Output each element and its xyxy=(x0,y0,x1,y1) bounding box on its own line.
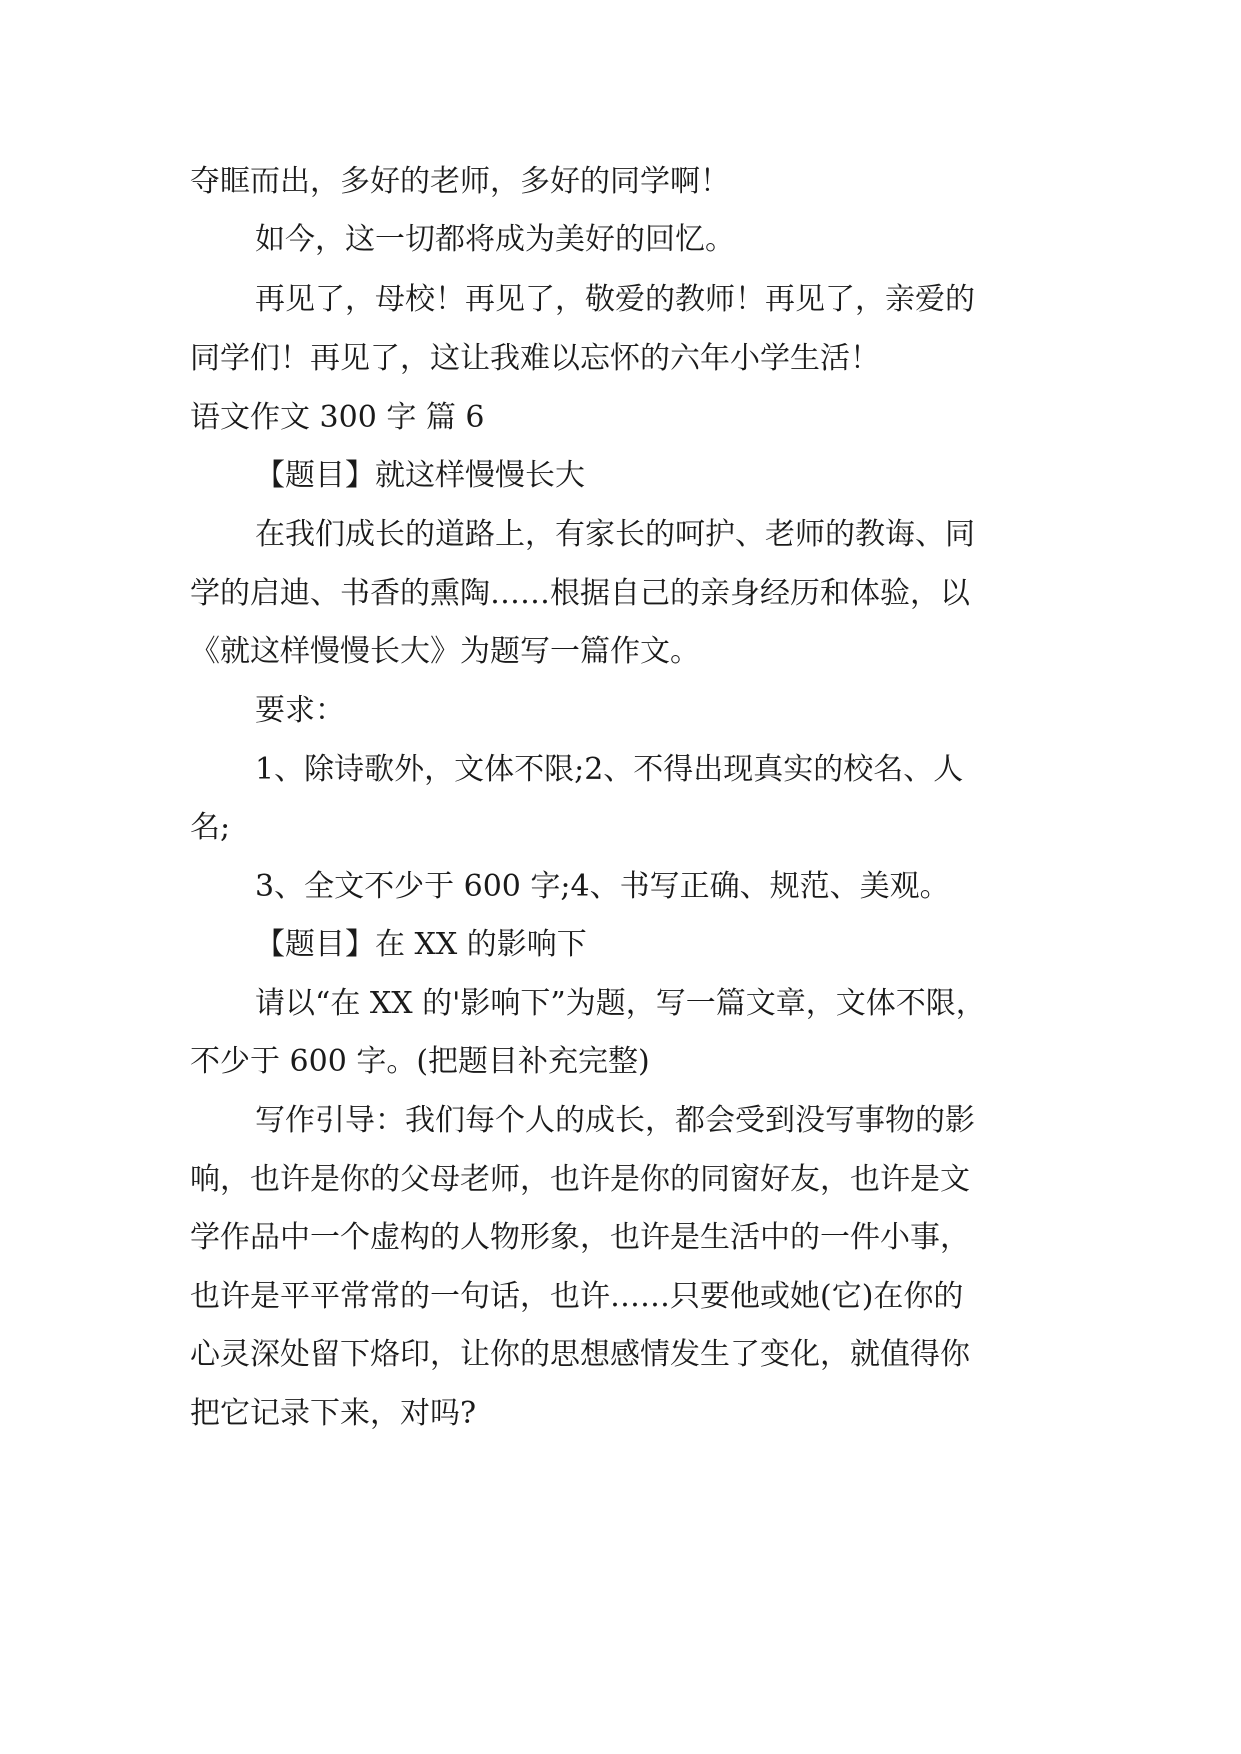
text-line: 写作引导：我们每个人的成长，都会受到没写事物的影 xyxy=(255,1103,975,1138)
text-line: 请以“在 XX 的'影响下”为题，写一篇文章，文体不限， xyxy=(255,986,986,1021)
text-line: 夺眶而出，多好的老师，多好的同学啊！ xyxy=(190,164,730,199)
text-line: 名; xyxy=(190,810,231,845)
section-heading: 语文作文 300 字 篇 6 xyxy=(190,400,485,435)
text-line: 3、全文不少于 600 字;4、书写正确、规范、美观。 xyxy=(255,869,950,904)
text-line: 响，也许是你的父母老师，也许是你的同窗好友，也许是文 xyxy=(190,1162,970,1197)
text-line: 把它记录下来，对吗? xyxy=(190,1396,477,1431)
text-line: 不少于 600 字。(把题目补充完整) xyxy=(190,1044,650,1079)
text-line: 1、除诗歌外，文体不限;2、不得出现真实的校名、人 xyxy=(255,752,964,787)
topic-heading: 【题目】在 XX 的影响下 xyxy=(255,927,587,962)
text-line: 同学们！再见了，这让我难以忘怀的六年小学生活！ xyxy=(190,341,880,376)
text-line: 也许是平平常常的一句话，也许……只要他或她(它)在你的 xyxy=(190,1279,964,1314)
topic-heading: 【题目】就这样慢慢长大 xyxy=(255,458,585,493)
text-line: 学作品中一个虚构的人物形象，也许是生活中的一件小事， xyxy=(190,1220,970,1255)
text-line: 要求： xyxy=(255,693,345,728)
text-line: 心灵深处留下烙印，让你的思想感情发生了变化，就值得你 xyxy=(190,1337,970,1372)
text-line: 学的启迪、书香的熏陶……根据自己的亲身经历和体验，以 xyxy=(190,576,970,611)
text-line: 在我们成长的道路上，有家长的呵护、老师的教诲、同 xyxy=(255,517,975,552)
text-line: 《就这样慢慢长大》为题写一篇作文。 xyxy=(190,634,700,669)
text-line: 如今，这一切都将成为美好的回忆。 xyxy=(255,222,735,257)
text-line: 再见了，母校！再见了，敬爱的教师！再见了，亲爱的 xyxy=(255,282,975,317)
